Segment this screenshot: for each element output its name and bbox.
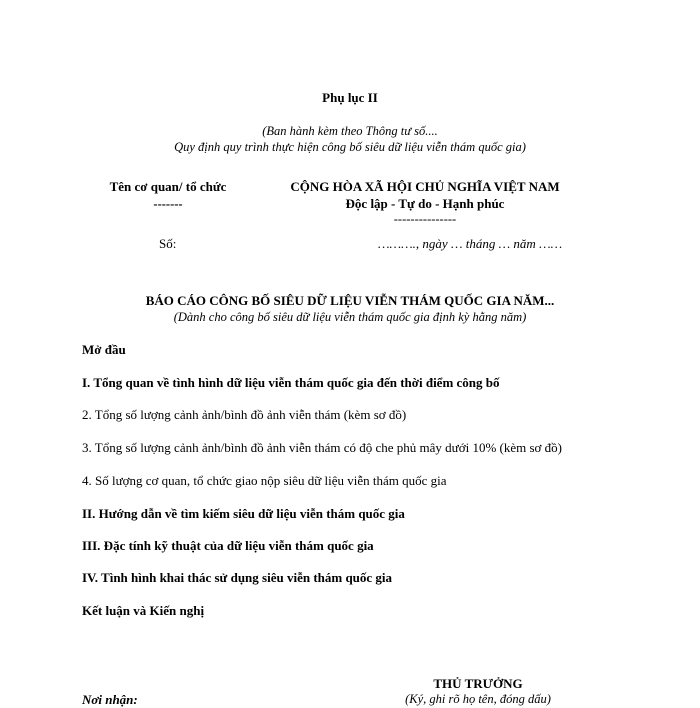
regulation-line: Quy định quy trình thực hiện công bố siêu dữ liệu viễn thám quốc gia) <box>174 140 526 154</box>
document-number-label: Số: <box>159 236 177 251</box>
country-name: CỘNG HÒA XÃ HỘI CHỦ NGHĨA VIỆT NAM <box>290 179 560 194</box>
section-1-heading: I. Tổng quan về tình hình dữ liệu viễn thám quốc gia đến thời điểm công bố <box>82 375 500 390</box>
motto-dashes: --------------- <box>393 212 457 226</box>
appendix-title: Phụ lục II <box>322 90 378 105</box>
conclusion-heading: Kết luận và Kiến nghị <box>82 603 205 618</box>
report-title: BÁO CÁO CÔNG BỐ SIÊU DỮ LIỆU VIỄN THÁM QUỐC GIA NĂM... <box>145 293 555 308</box>
item-2: 2. Tổng số lượng cảnh ảnh/bình đồ ảnh viễn thám (kèm sơ đồ) <box>82 407 407 422</box>
signer-note: (Ký, ghi rõ họ tên, đóng dấu) <box>405 692 551 706</box>
report-subtitle: (Dành cho công bố siêu dữ liệu viễn thám quốc gia định kỳ hằng năm) <box>173 310 527 324</box>
issued-line: (Ban hành kèm theo Thông tư số.... <box>262 124 438 138</box>
section-2-heading: II. Hướng dẫn về tìm kiếm siêu dữ liệu viễn thám quốc gia <box>82 506 405 521</box>
section-3-heading: III. Đặc tính kỹ thuật của dữ liệu viễn thám quốc gia <box>82 538 374 553</box>
intro-heading: Mở đầu <box>82 342 126 357</box>
section-4-heading: IV. Tình hình khai thác sử dụng siêu viễn thám quốc gia <box>82 570 393 585</box>
item-4: 4. Số lượng cơ quan, tổ chức giao nộp siêu dữ liệu viễn thám quốc gia <box>82 473 447 488</box>
recipients-label: Nơi nhận: <box>82 692 138 707</box>
item-3: 3. Tổng số lượng cảnh ảnh/bình đồ ảnh viễn thám có độ che phủ mây dưới 10% (kèm sơ đồ) <box>82 440 563 455</box>
signer-title: THỦ TRƯỞNG <box>433 676 523 691</box>
org-name: Tên cơ quan/ tổ chức <box>109 179 227 194</box>
national-motto: Độc lập - Tự do - Hạnh phúc <box>345 196 505 211</box>
org-dashes: ------- <box>153 197 183 211</box>
date-line: ………., ngày … tháng … năm …… <box>378 236 563 251</box>
